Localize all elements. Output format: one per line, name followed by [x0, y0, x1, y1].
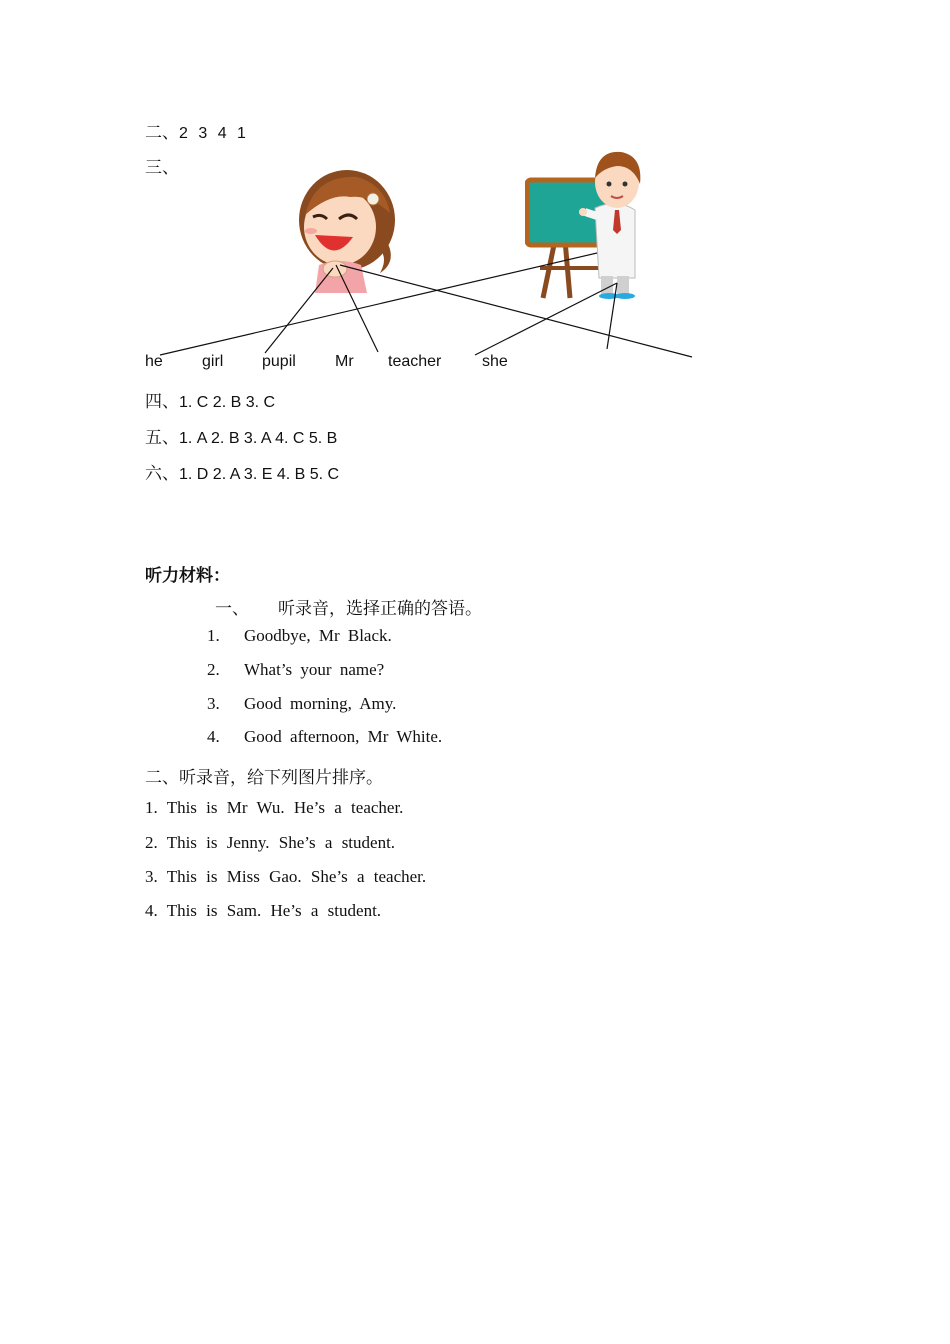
word-teacher: teacher [388, 353, 442, 370]
part-1-label: 一、 [215, 599, 249, 619]
word-girl: girl [202, 353, 224, 370]
line-she-to-girl [340, 265, 692, 357]
section-6-label: 六、 [145, 464, 179, 484]
word-he: he [145, 353, 163, 370]
line-he-to-teacher [160, 253, 597, 355]
word-she: she [482, 353, 508, 370]
matching-lines [0, 0, 950, 400]
section-4-text: 1. C 2. B 3. C [179, 394, 276, 411]
part-1-item-text: Goodbye, Mr Black. [244, 626, 392, 645]
part-2-item: 3. This is Miss Gao. She’s a teacher. [145, 867, 427, 886]
section-5-label: 五、 [145, 428, 179, 448]
line-pupil-to-girl [336, 265, 378, 352]
part-1-item-num: 4. [207, 727, 220, 746]
section-3-label: 三、 [145, 158, 179, 178]
section-2-label: 二、 [145, 123, 179, 143]
part-1-item-text: What’s your name? [244, 660, 385, 679]
section-6-text: 1. D 2. A 3. E 4. B 5. C [179, 466, 340, 483]
part-1-title: 听录音，选择正确的答语。 [278, 599, 482, 619]
section-5-text: 1. A 2. B 3. A 4. C 5. B [179, 430, 338, 447]
line-mr-to-teacher [607, 283, 617, 349]
section-4-label: 四、 [145, 392, 179, 412]
part-2-item: 4. This is Sam. He’s a student. [145, 901, 382, 920]
part-1-item-num: 3. [207, 694, 220, 713]
line-teacher-to-teacher [475, 283, 617, 355]
answer-section-5 [145, 423, 337, 448]
part-1-item-num: 2. [207, 660, 220, 679]
line-girl-to-girl [265, 268, 333, 353]
answer-section-6 [145, 459, 339, 484]
part-2-title: 二、听录音，给下列图片排序。 [145, 768, 383, 788]
answer-section-4 [145, 387, 275, 412]
part-2-item: 2. This is Jenny. She’s a student. [145, 833, 396, 852]
word-pupil: pupil [262, 353, 296, 370]
part-1-item-text: Good morning, Amy. [244, 694, 397, 713]
part-1-item-text: Good afternoon, Mr White. [244, 727, 443, 746]
part-1-item-num: 1. [207, 626, 220, 645]
word-mr: Mr [335, 353, 354, 370]
section-2-text: 2 3 4 1 [179, 125, 249, 142]
part-2-item: 1. This is Mr Wu. He’s a teacher. [145, 798, 404, 817]
listening-heading: 听力材料： [145, 566, 230, 586]
